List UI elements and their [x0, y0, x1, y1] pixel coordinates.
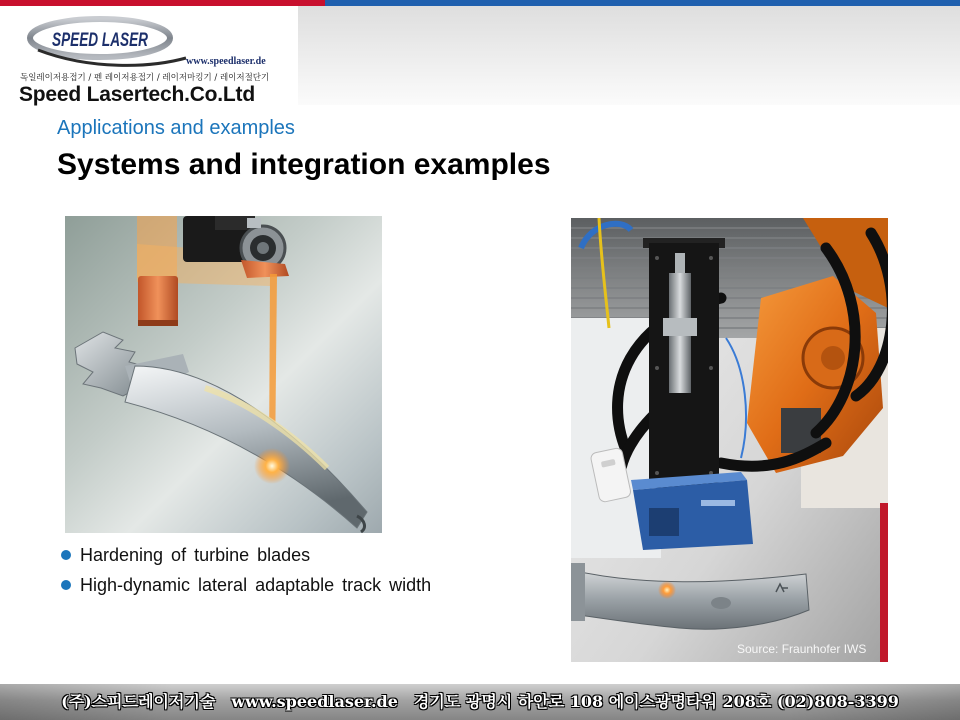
laser-spot [658, 581, 676, 599]
header-band [298, 6, 960, 105]
logo-url: www.speedlaser.de [186, 56, 266, 67]
robot-laser-system-photo [571, 218, 888, 662]
red-stripe [880, 503, 888, 662]
slide-subtitle: Applications and examples [57, 117, 295, 139]
company-logo [0, 6, 298, 105]
bullet-dot-icon [61, 550, 71, 560]
footer-bar [0, 684, 960, 720]
logo-wordmark: SPEED LASER [52, 30, 149, 51]
footer-contact-line [53, 691, 907, 713]
slide-title: Systems and integration examples [57, 148, 551, 181]
laser-head-box [631, 472, 753, 550]
turbine-blade-hardening-image [65, 216, 382, 533]
deflection-mirror [138, 276, 178, 326]
laser-spot [254, 448, 290, 484]
footer-address: 경기도 광명시 하안로 108 에이스광명타워 208호 (02)808-3399 [413, 692, 899, 711]
logo-product-list: 독일레이저용접기 / 펜 레이저용접기 / 레이저마킹기 / 레이저절단기 [20, 73, 270, 83]
list-item [57, 571, 517, 601]
list-item [57, 541, 517, 571]
bullet-text: Hardening of turbine blades [80, 545, 311, 565]
logo-emblem [0, 6, 298, 70]
bullet-dot-icon [61, 580, 71, 590]
photo-credit: Source: Fraunhofer IWS [737, 642, 867, 656]
bullet-text: High-dynamic lateral adaptable track width [80, 575, 432, 595]
footer-company: (주)스피드레이저기술 [61, 692, 216, 711]
footer-url: www.speedlaser.de [231, 692, 398, 711]
logo-company-name: Speed Lasertech.Co.Ltd [19, 83, 255, 106]
bullet-list [57, 541, 517, 601]
